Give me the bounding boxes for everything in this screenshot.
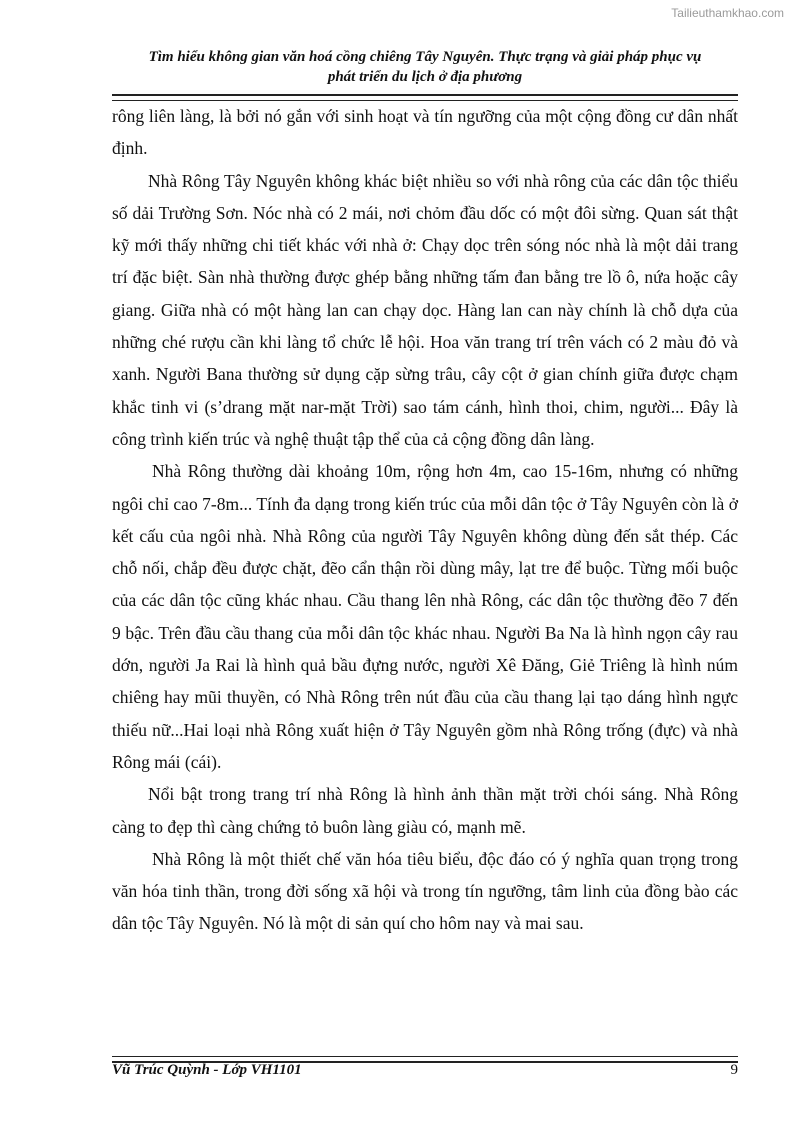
watermark: Tailieuthamkhao.com [671, 6, 784, 20]
paragraph: Nhà Rông thường dài khoảng 10m, rộng hơn 4m, cao 15-16m, nhưng có những ngôi chỉ cao 7-8m... Tính đa dạng trong kiến trúc của mỗi dân tộc ở Tây Nguyên còn là ở kết cấu của ngôi nhà. Nhà Rông của người Tây Nguyên không dùng đến sắt thép. Các chỗ nối, chắp đều được chặt, đẽo cẩn thận rồi dùng mây, lạt tre để buộc. Từng mối buộc của các dân tộc cũng khác nhau. Cầu thang lên nhà Rông, các dân tộc thường đẽo 7 đến 9 bậc. Trên đầu cầu thang của mỗi dân tộc khác nhau. Người Ba Na là hình ngọn cây rau dớn, người Ja Rai là hình quả bầu đựng nước, người Xê Đăng, Giẻ Triêng là hình núm chiêng hay mũi thuyền, có Nhà Rông trên nút đầu của cầu thang lại tạo dáng hình ngực thiếu nữ...Hai loại nhà Rông xuất hiện ở Tây Nguyên gồm nhà Rông trống (đực) và nhà Rông mái (cái). [112, 461, 738, 772]
header-title-line-1: Tìm hiểu không gian văn hoá cồng chiêng Tây Nguyên. Thực trạng và giải pháp phục vụ [148, 49, 702, 65]
paragraph: Nhà Rông Tây Nguyên không khác biệt nhiều so với nhà rông của các dân tộc thiểu số dải Trường Sơn. Nóc nhà có 2 mái, nơi chỏm đầu dốc có một đôi sừng. Quan sát thật kỹ mới thấy những chi tiết khác với nhà ở: Chạy dọc trên sóng nóc nhà là một dải trang trí đặc biệt. Sàn nhà thường được ghép bằng những tấm đan bằng tre lồ ô, nứa hoặc cây giang. Giữa nhà có một hàng lan can chạy dọc. Hàng lan can này chính là chỗ dựa của những ché rượu cần khi làng tổ chức lễ hội. Hoa văn trang trí trên vách có 2 màu đỏ và xanh. Người Bana thường sử dụng cặp sừng trâu, cây cột ở gian chính giữa được chạm khắc tinh vi (s’drang mặt nar-mặt Trời) sao tám cánh, hình thoi, chim, người... Đây là công trình kiến trúc và nghệ thuật tập thể của cả cộng đồng dân làng. [112, 170, 738, 449]
paragraph: rông liên làng, là bởi nó gắn với sinh hoạt và tín ngưỡng của một cộng đồng cư dân nhất định. [112, 106, 738, 159]
header-title-line-2: phát triển du lịch ở địa phương [327, 69, 523, 85]
page-header [112, 47, 738, 87]
paragraph: Nhà Rông là một thiết chế văn hóa tiêu biểu, độc đáo có ý nghĩa quan trọng trong văn hóa tinh thần, trong đời sống xã hội và trong tín ngưỡng, tâm linh của đồng bào các dân tộc Tây Nguyên. Nó là một di sản quí cho hôm nay và mai sau. [112, 848, 738, 934]
document-body [112, 100, 738, 940]
paragraph: Nổi bật trong trang trí nhà Rông là hình ảnh thần mặt trời chói sáng. Nhà Rông càng to đẹp thì càng chứng tỏ buôn làng giàu có, mạnh mẽ. [112, 784, 738, 837]
page-number: 9 [730, 1062, 738, 1078]
footer-author: Vũ Trúc Quỳnh - Lớp VH1101 [112, 1062, 302, 1078]
